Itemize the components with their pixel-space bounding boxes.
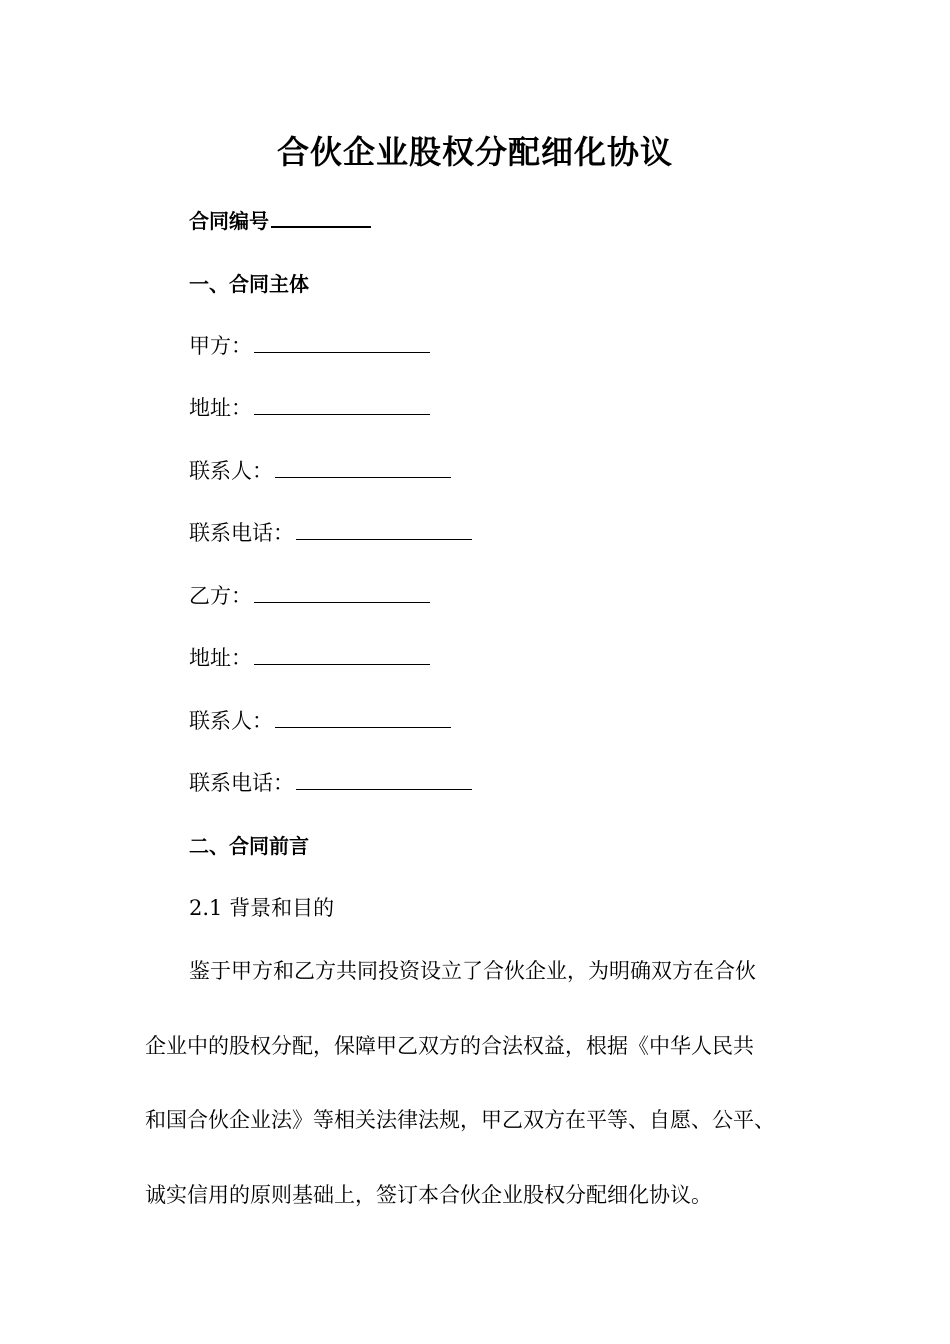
contract-number-blank[interactable] [271,206,371,228]
party-a-address-line [189,393,430,423]
party-a-contact-label: 联系人： [189,459,273,483]
paragraph-line: 和国合伙企业法》等相关法律法规，甲乙双方在平等、自愿、公平、 [145,1108,775,1132]
party-a-phone-blank[interactable] [296,519,472,540]
party-b-address-label: 地址： [189,646,252,670]
paragraph-line: 鉴于甲方和乙方共同投资设立了合伙企业，为明确双方在合伙 [189,959,756,983]
party-b-address-line [189,643,430,673]
contract-number-label: 合同编号 [189,209,269,233]
section1-heading: 一、合同主体 [189,272,309,296]
party-b-contact-line [189,706,451,736]
party-b-name-line [189,581,430,611]
section2-heading: 二、合同前言 [189,834,309,858]
party-b-phone-label: 联系电话： [189,771,294,795]
party-a-name-line [189,331,430,361]
contract-number-line [189,206,371,236]
subsection-title: 2.1 背景和目的 [189,896,335,920]
party-a-phone-label: 联系电话： [189,521,294,545]
party-b-name-blank[interactable] [254,582,430,603]
party-b-phone-blank[interactable] [296,769,472,790]
paragraph-line: 企业中的股权分配，保障甲乙双方的合法权益，根据《中华人民共 [145,1034,754,1058]
party-a-address-blank[interactable] [254,394,430,415]
party-b-contact-label: 联系人： [189,709,273,733]
party-a-address-label: 地址： [189,396,252,420]
party-b-address-blank[interactable] [254,644,430,665]
party-a-phone-line [189,518,472,548]
paragraph-line: 诚实信用的原则基础上，签订本合伙企业股权分配细化协议。 [145,1183,712,1207]
party-b-phone-line [189,768,472,798]
party-a-contact-blank[interactable] [275,457,451,478]
party-a-contact-line [189,456,451,486]
party-a-name-blank[interactable] [254,332,430,353]
document-title: 合伙企业股权分配细化协议 [276,133,673,171]
party-b-contact-blank[interactable] [275,707,451,728]
party-a-name-label: 甲方： [189,334,252,358]
party-b-name-label: 乙方： [189,584,252,608]
